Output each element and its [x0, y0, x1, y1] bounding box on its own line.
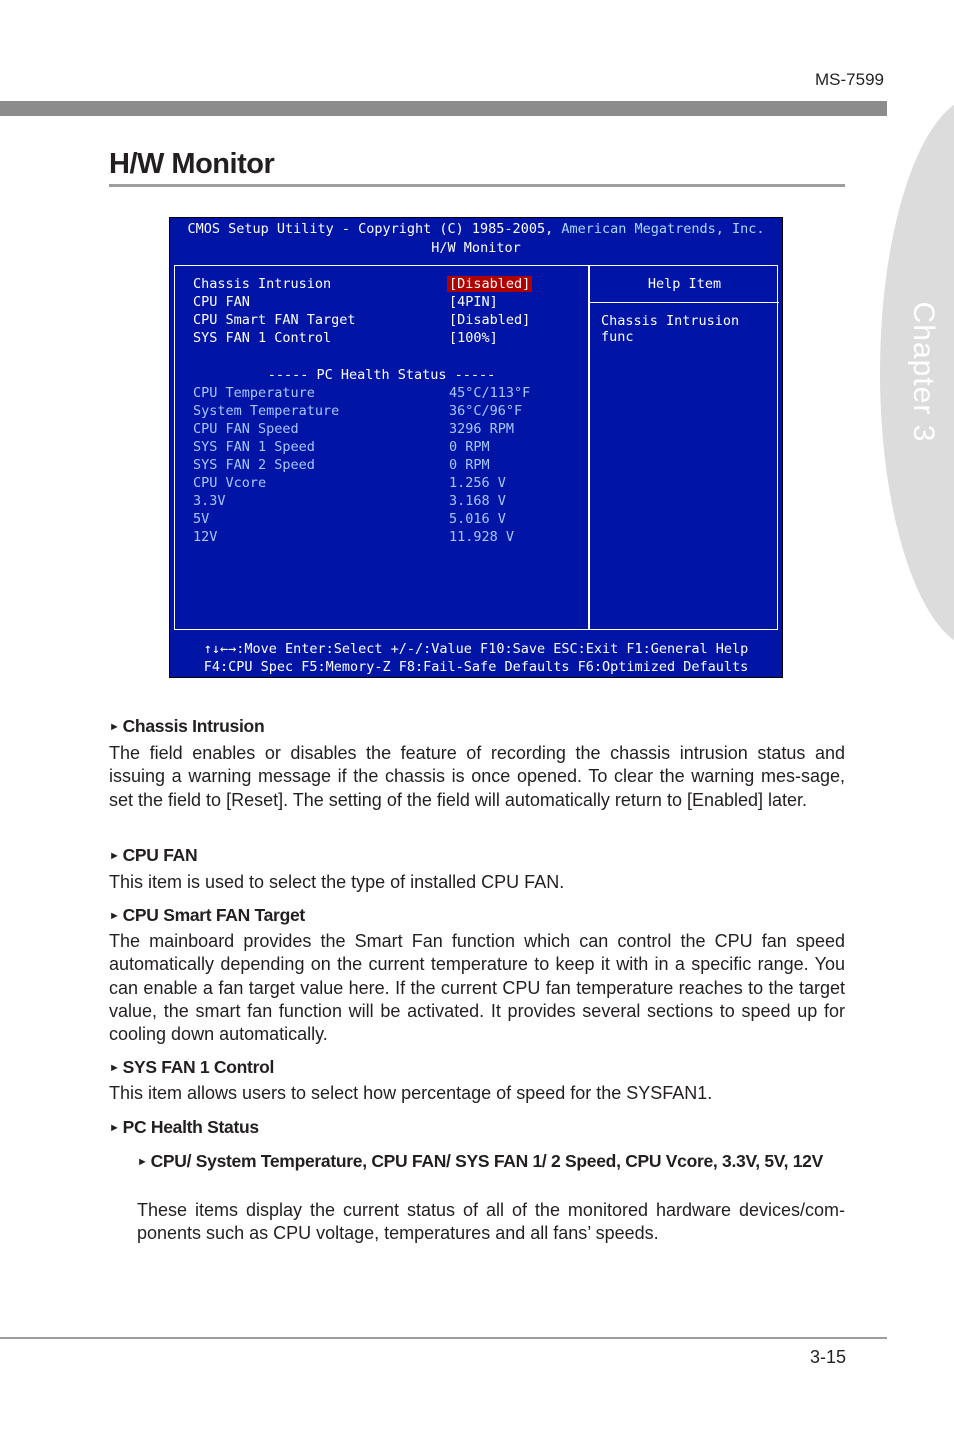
subsection-heading [137, 1150, 845, 1176]
triangle-bullet-icon: ► [137, 1156, 148, 1168]
bios-help-title: Help Item [647, 276, 722, 292]
header-bar [0, 101, 887, 116]
bios-setting-value[interactable]: [Disabled] [449, 312, 531, 328]
bios-status-value: 0 RPM [449, 457, 490, 473]
section-body-cpu-fan: This item is used to select the type of installed CPU FAN. [109, 872, 565, 892]
triangle-bullet-icon: ► [109, 1062, 120, 1074]
bios-setting-value[interactable]: [Disabled] [449, 276, 531, 292]
section-heading-chassis-intrusion [109, 716, 264, 737]
bios-panel [174, 265, 778, 630]
section-heading-text: CPU FAN [122, 845, 198, 865]
bios-section-title: ----- PC Health Status ----- [267, 367, 496, 383]
bios-status-label: CPU Temperature [193, 385, 315, 401]
bios-setting-cpu-fan[interactable] [193, 294, 583, 312]
bios-status-label: 12V [193, 529, 218, 545]
triangle-bullet-icon: ► [109, 850, 120, 862]
page-title: H/W Monitor [109, 148, 275, 180]
bios-status-12v [193, 529, 583, 547]
bios-status-value: 1.256 V [449, 475, 506, 491]
bios-status-label: CPU Vcore [193, 475, 267, 491]
bios-setting-label: SYS FAN 1 Control [193, 330, 332, 346]
bios-status-label: 5V [193, 511, 210, 527]
section-heading-cpu-fan [109, 845, 197, 866]
bios-status-value: 45°C/113°F [449, 385, 531, 401]
model-number: MS-7599 [815, 70, 884, 89]
section-body-chassis-intrusion: The field enables or disables the feature of recording the chassis intrusion status and issuing a warning message if the chassis is once opened. To clear the warning mes-sage, set the field to [Reset]. The setting of the field will automatically return to [Enabled] later. [109, 743, 845, 810]
bios-header-prefix: CMOS Setup Utility - Copyright (C) 1985-2005, [187, 221, 554, 237]
page-number: 3-15 [809, 1347, 846, 1367]
section-heading-pc-health-status [109, 1117, 259, 1138]
bios-footer-keys-2: F4:CPU Spec F5:Memory-Z F8:Fail-Safe Defaults F6:Optimized Defaults [203, 659, 749, 675]
triangle-bullet-icon: ► [109, 1122, 120, 1134]
bios-screenshot [169, 217, 783, 678]
bios-status-3v3 [193, 493, 583, 511]
bios-status-cpu-vcore [193, 475, 583, 493]
bios-setting-chassis-intrusion[interactable] [193, 276, 583, 294]
subsection-body: These items display the current status of all of the monitored hardware devices/com-ponents such as CPU voltage, temperatures and all fans’ speeds. [137, 1200, 845, 1244]
section-heading-sys-fan-1-control [109, 1057, 274, 1078]
bios-status-value: 11.928 V [449, 529, 515, 545]
bios-status-sys-fan-2-speed [193, 457, 583, 475]
bios-help-separator [590, 302, 779, 303]
bios-status-label: System Temperature [193, 403, 340, 419]
section-heading-text: Chassis Intrusion [122, 716, 265, 736]
bios-status-cpu-fan-speed [193, 421, 583, 439]
bios-setting-value[interactable]: [100%] [449, 330, 498, 346]
section-heading-text: CPU Smart FAN Target [122, 905, 305, 925]
section-heading-text: SYS FAN 1 Control [122, 1057, 275, 1077]
bios-status-value: 5.016 V [449, 511, 506, 527]
section-heading-cpu-smart-fan-target [109, 905, 305, 926]
bios-footer-keys-1: ↑↓←→:Move Enter:Select +/-/:Value F10:Save ESC:Exit F1:General Help [203, 641, 749, 657]
bios-setting-cpu-smart-fan-target[interactable] [193, 312, 583, 330]
bios-help-text: Chassis Intrusion func [601, 313, 740, 345]
section-body-cpu-smart-fan-target: The mainboard provides the Smart Fan function which can control the CPU fan speed automatically depending on the current temperature to keep it with in a specific range. You can enable a fan target value here. If the current CPU fan temperature reaches to the target value, the smart fan function will be activated. It provides several sections to speed up for cooling down automatically. [109, 931, 845, 1045]
bios-setting-value[interactable]: [4PIN] [449, 294, 498, 310]
bios-header-vendor: American Megatrends, Inc. [561, 221, 765, 237]
section-body-sys-fan-1-control: This item allows users to select how percentage of speed for the SYSFAN1. [109, 1083, 713, 1103]
bios-status-system-temperature [193, 403, 583, 421]
triangle-bullet-icon: ► [109, 910, 120, 922]
section-heading-text: PC Health Status [122, 1117, 259, 1137]
subsection-heading-text: CPU/ System Temperature, CPU FAN/ SYS FAN 1/ 2 Speed, CPU Vcore, 3.3V, 5V, 12V [150, 1151, 823, 1171]
bios-header-title: H/W Monitor [431, 240, 521, 256]
bios-setting-label: Chassis Intrusion [193, 276, 332, 292]
bios-status-label: 3.3V [193, 493, 226, 509]
triangle-bullet-icon: ► [109, 721, 120, 733]
bios-status-value: 3.168 V [449, 493, 506, 509]
title-rule [109, 184, 845, 187]
bios-status-label: CPU FAN Speed [193, 421, 299, 437]
bios-status-value: 3296 RPM [449, 421, 515, 437]
bios-status-value: 0 RPM [449, 439, 490, 455]
bios-status-sys-fan-1-speed [193, 439, 583, 457]
bios-panel-divider [588, 266, 590, 629]
footer-rule [0, 1337, 887, 1339]
bios-status-cpu-temperature [193, 385, 583, 403]
bios-header-copyright [170, 221, 782, 237]
bios-status-5v [193, 511, 583, 529]
chapter-tab-label: Chapter 3 [907, 301, 940, 443]
bios-status-label: SYS FAN 1 Speed [193, 439, 315, 455]
bios-status-label: SYS FAN 2 Speed [193, 457, 315, 473]
bios-setting-sys-fan-1-control[interactable] [193, 330, 583, 348]
bios-setting-label: CPU FAN [193, 294, 250, 310]
bios-setting-label: CPU Smart FAN Target [193, 312, 356, 328]
bios-status-value: 36°C/96°F [449, 403, 523, 419]
